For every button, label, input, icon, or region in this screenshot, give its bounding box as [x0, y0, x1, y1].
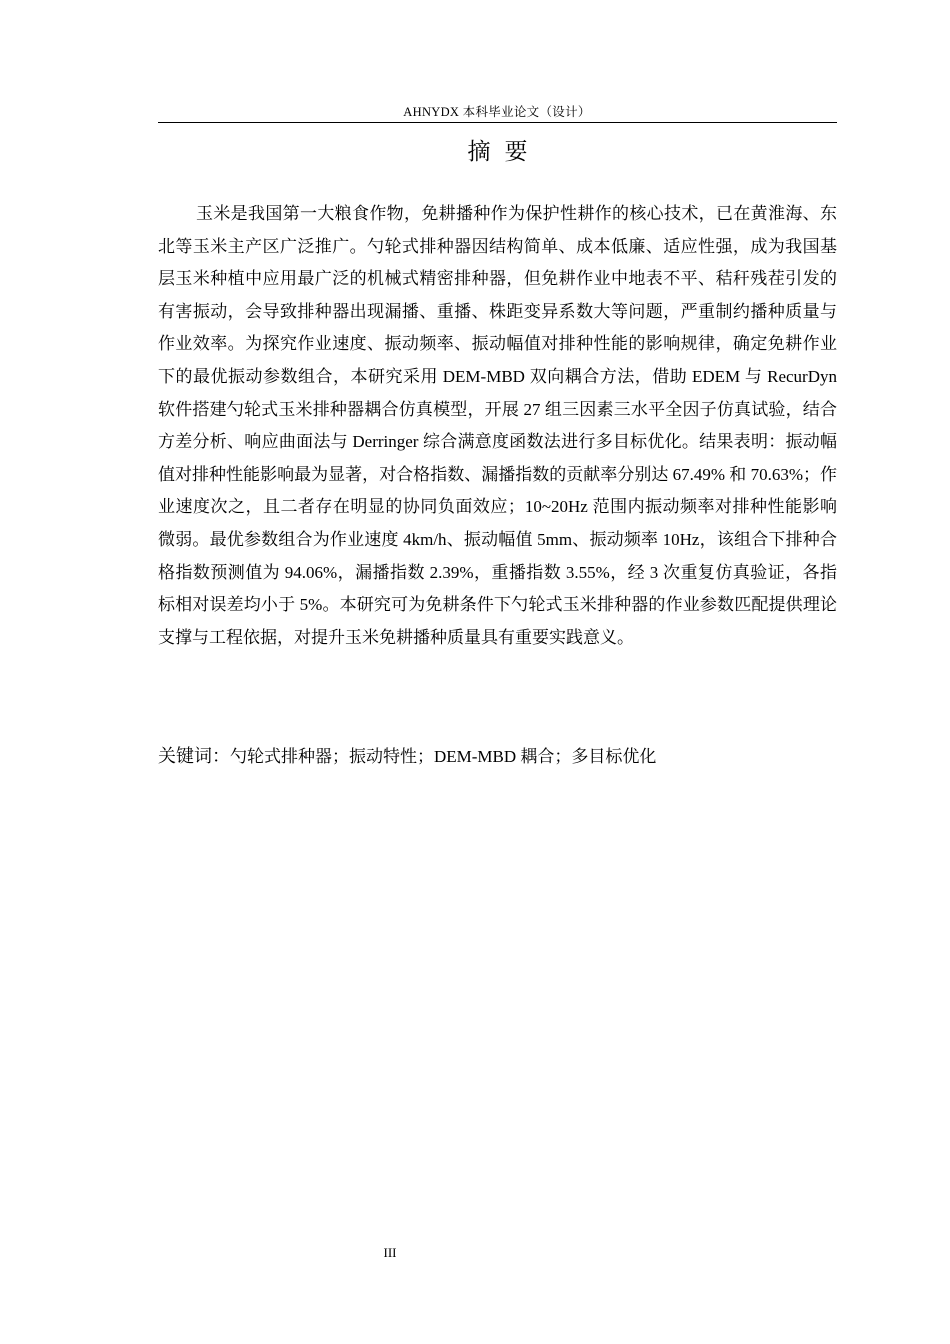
abstract-title: 摘要 — [467, 139, 542, 165]
page-number: III — [383, 1245, 397, 1260]
keywords-line — [158, 742, 837, 772]
keywords-label: 关键词： — [158, 746, 230, 767]
abstract-body: 玉米是我国第一大粮食作物，免耕播种作为保护性耕作的核心技术，已在黄淮海、东北等玉米主产区广泛推广。勺轮式排种器因结构简单、成本低廉、适应性强，成为我国基层玉米种植中应用最广泛的机械式精密排种器，但免耕作业中地表不平、秸秆残茬引发的有害振动，会导致排种器出现漏播、重播、株距变异系数大等问题，严重制约播种质量与作业效率。为探究作业速度、振动频率、振动幅值对排种性能的影响规律，确定免耕作业下的最优振动参数组合，本研究采用 DEM-MBD 双向耦合方法，借助 EDEM 与 RecurDyn 软件搭建勺轮式玉米排种器耦合仿真模型，开展 27 组三因素三水平全因子仿真试验，结合方差分析、响应曲面法与 Derringer 综合满意度函数法进行多目标优化。结果表明：振动幅值对排种性能影响最为显著，对合格指数、漏播指数的贡献率分别达 67.49% 和 70.63%；作业速度次之，且二者存在明显的协同负面效应；10~20Hz 范围内振动频率对排种性能影响微弱。最优参数组合为作业速度 4km/h、振动幅值 5mm、振动频率 10Hz，该组合下排种合格指数预测值为 94.06%，漏播指数 2.39%，重播指数 3.55%，经 3 次重复仿真验证，各指标相对误差均小于 5%。本研究可为免耕条件下勺轮式玉米排种器的作业参数匹配提供理论支撑与工程依据，对提升玉米免耕播种质量具有重要实践意义。 — [158, 204, 837, 647]
running-header: AHNYDX 本科毕业论文（设计） — [403, 105, 591, 119]
keywords-text: 勺轮式排种器；振动特性；DEM-MBD 耦合；多目标优化 — [230, 747, 657, 766]
header-rule — [158, 122, 837, 123]
